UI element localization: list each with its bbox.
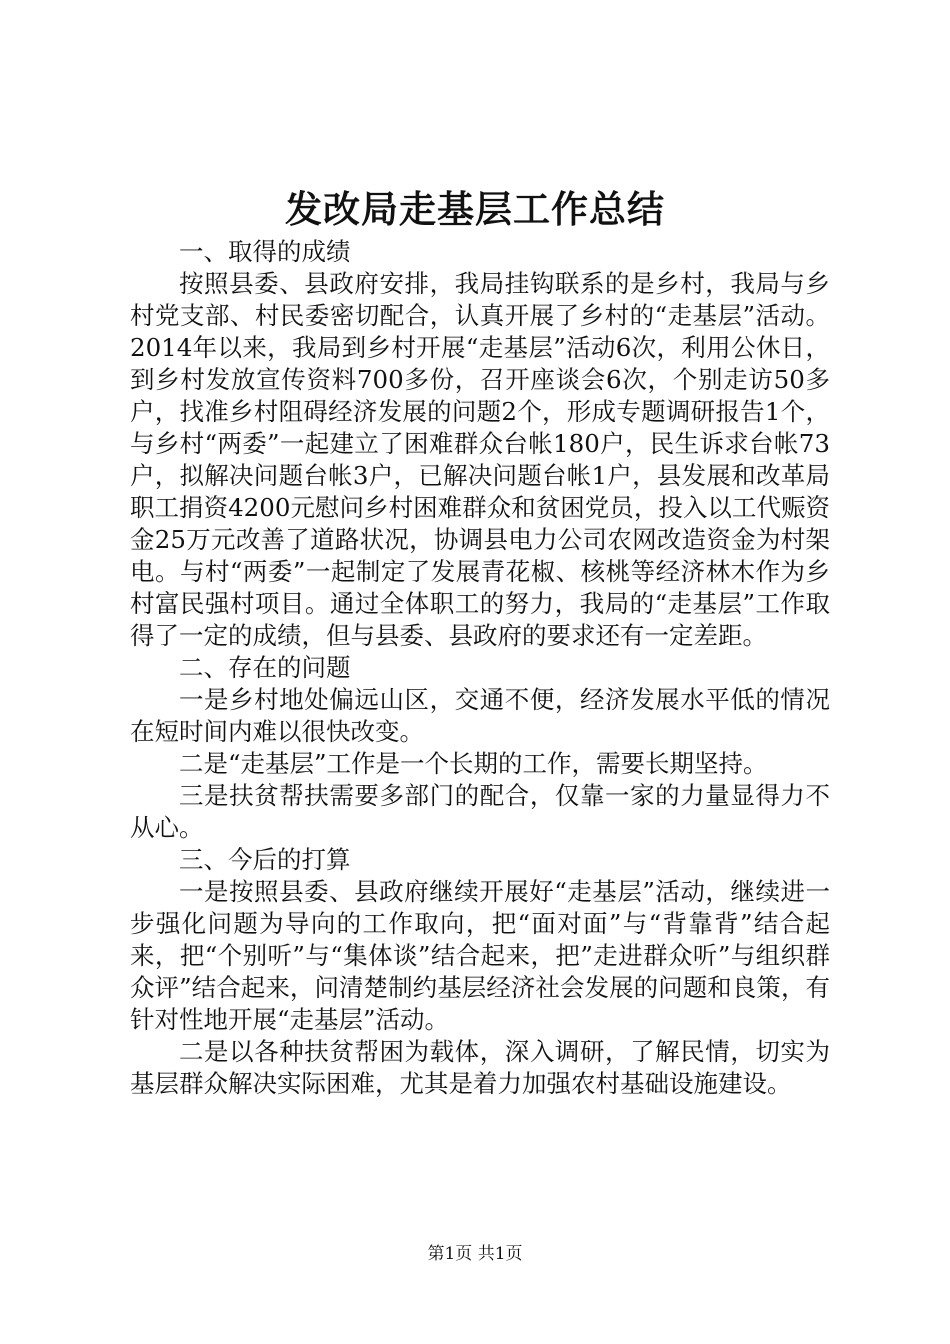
- document-body: [130, 236, 830, 1100]
- page-number-footer: 第1页 共1页: [427, 1244, 523, 1264]
- paragraph: 三是扶贫帮扶需要多部门的配合，仅靠一家的力量显得力不从心。: [130, 781, 830, 842]
- paragraph: 按照县委、县政府安排，我局挂钩联系的是乡村，我局与乡村党支部、村民委密切配合，认真开展了乡村的“走基层”活动。2014年以来，我局到乡村开展“走基层”活动6次，利用公休日，到乡村发放宣传资料700多份，召开座谈会6次，个别走访50多户，找准乡村阻碍经济发展的问题2个，形成专题调研报告1个，与乡村“两委”一起建立了困难群众台帐180户，民生诉求台帐73户，拟解决问题台帐3户，已解决问题台帐1户，县发展和改革局职工捐资4200元慰问乡村困难群众和贫困党员，投入以工代赈资金25万元改善了道路状况，协调县电力公司农网改造资金为村架电。与村“两委”一起制定了发展青花椒、核桃等经济林木作为乡村富民强村项目。通过全体职工的努力，我局的“走基层”工作取得了一定的成绩，但与县委、县政府的要求还有一定差距。: [130, 269, 830, 650]
- document-title: 发改局走基层工作总结: [285, 187, 665, 231]
- paragraph: 一是乡村地处偏远山区，交通不便，经济发展水平低的情况在短时间内难以很快改变。: [130, 685, 830, 746]
- section-heading: 一、取得的成绩: [179, 237, 351, 266]
- section-heading: 二、存在的问题: [179, 653, 351, 682]
- section-heading: 三、今后的打算: [179, 845, 351, 874]
- paragraph: 二是以各种扶贫帮困为载体，深入调研，了解民情，切实为基层群众解决实际困难，尤其是着力加强农村基础设施建设。: [130, 1037, 830, 1098]
- paragraph: 二是“走基层”工作是一个长期的工作，需要长期坚持。: [179, 749, 768, 778]
- paragraph: 一是按照县委、县政府继续开展好“走基层”活动，继续进一步强化问题为导向的工作取向，把“面对面”与“背靠背”结合起来，把“个别听”与“集体谈”结合起来，把”走进群众听”与组织群众评”结合起来，问清楚制约基层经济社会发展的问题和良策，有针对性地开展“走基层”活动。: [130, 877, 830, 1034]
